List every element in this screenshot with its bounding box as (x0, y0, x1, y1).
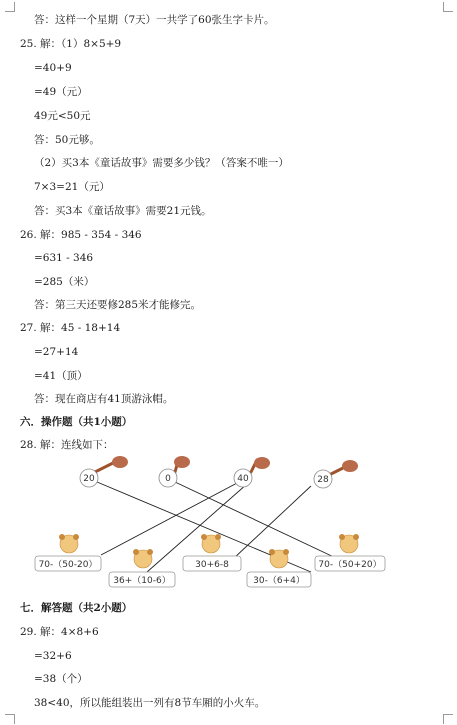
bear-card-5 (315, 534, 385, 571)
step-line: 49元<50元 (34, 110, 91, 122)
answer-line: 38<40，所以能组装出一列有8节车厢的小火车。 (34, 697, 266, 709)
connection-line-28 (233, 486, 311, 559)
expression-label: 70-（50+20） (318, 560, 382, 570)
section-6-heading: 六．操作题（共1小题） (20, 416, 133, 428)
connection-line-0 (175, 482, 338, 559)
corner-mark-bottom-left (5, 714, 15, 724)
expression-label: 36+（10-6） (113, 576, 171, 586)
answer-line: 答：第三天还要修285米才能修完。 (34, 299, 202, 311)
answer-line-q24: 答：这样一个星期（7天）一共学了60张生字卡片。 (34, 14, 275, 26)
racket-label: 40 (237, 474, 249, 484)
racket-label: 20 (83, 474, 95, 484)
step-line: =38（个） (34, 673, 88, 685)
racket-20 (80, 456, 128, 487)
question-26-heading: 26. 解：985 - 354 - 346 (20, 229, 142, 241)
bear-card-2 (109, 549, 175, 587)
racket-28 (314, 460, 358, 488)
question-29-heading: 29. 解：4×8+6 (20, 626, 99, 638)
question-25-heading: 25. 解：（1）8×5+9 (20, 38, 122, 50)
step-line: =41（顶） (34, 370, 88, 382)
answer-line: 答：买3本《童话故事》需要21元钱。 (34, 205, 212, 217)
racket-40 (234, 457, 270, 487)
step-line: =285（米） (34, 276, 95, 288)
corner-mark-top-right (443, 2, 453, 12)
bear-card-3 (183, 534, 241, 571)
racket-0 (159, 456, 190, 487)
expression-label: 30+6-8 (195, 560, 229, 570)
step-line: =32+6 (34, 650, 72, 662)
step-line: =49（元） (34, 86, 88, 98)
expression-label: 30-（6+4） (253, 576, 305, 586)
corner-mark-top-left (5, 2, 15, 12)
racket-label: 0 (165, 474, 171, 484)
expression-label: 70-（50-20） (38, 560, 98, 570)
racket-label: 28 (317, 475, 329, 485)
matching-figure (33, 456, 389, 592)
step-line: =40+9 (34, 62, 72, 74)
sub-question-line: （2）买3本《童话故事》需要多少钱？（答案不唯一） (34, 157, 289, 169)
section-7-heading: 七．解答题（共2小题） (20, 602, 133, 614)
question-28-heading: 28. 解：连线如下： (20, 439, 114, 451)
bear-card-1 (35, 534, 101, 571)
step-line: 7×3=21（元） (34, 181, 110, 193)
question-27-heading: 27. 解：45 - 18+14 (20, 322, 121, 334)
step-line: =27+14 (34, 346, 79, 358)
corner-mark-bottom-right (443, 714, 453, 724)
answer-line: 答：50元够。 (34, 134, 100, 146)
step-line: =631 - 346 (34, 252, 94, 264)
answer-line: 答：现在商店有41顶游泳帽。 (34, 393, 174, 405)
